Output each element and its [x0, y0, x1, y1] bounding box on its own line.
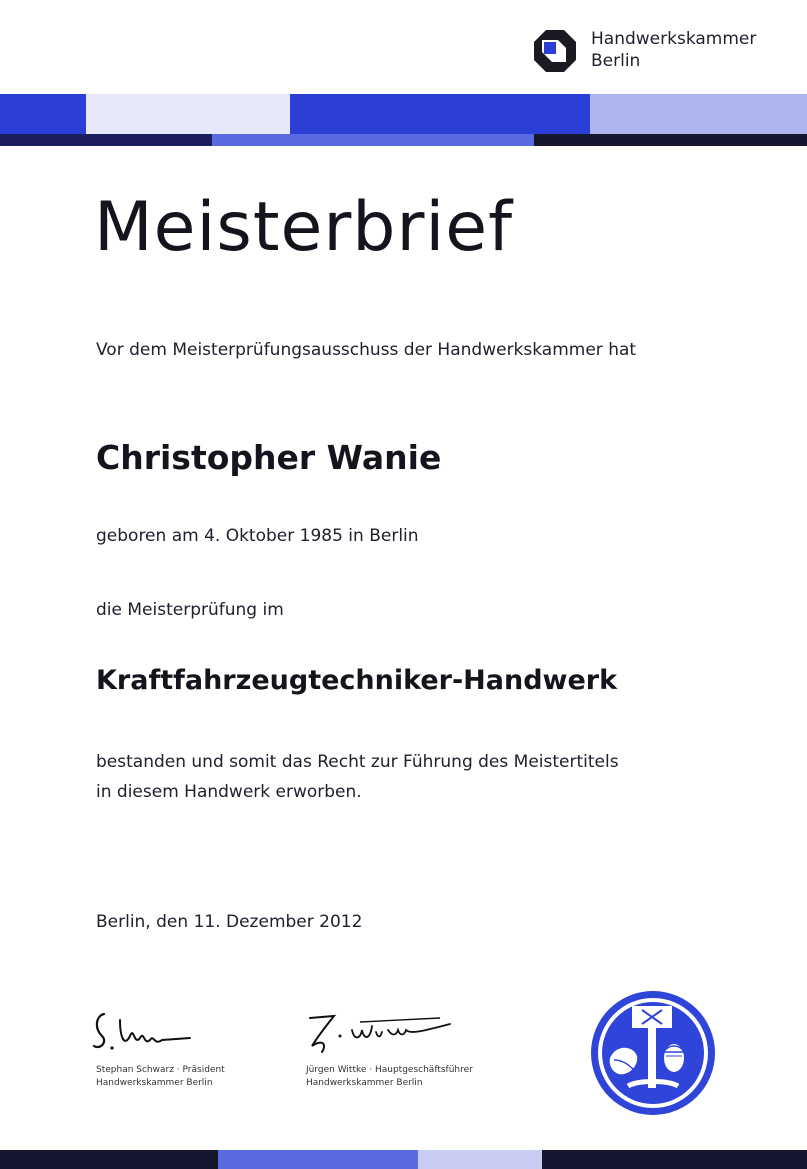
org-name-line2: Berlin: [591, 51, 641, 71]
passed-line-1: bestanden und somit das Recht zur Führung des Meistertitels: [96, 752, 619, 772]
exam-text: die Meisterprüfung im: [96, 600, 284, 620]
caption-director-org: Handwerkskammer Berlin: [306, 1078, 423, 1088]
bottom-color-band: [0, 1150, 807, 1169]
org-name-line1: Handwerkskammer: [591, 29, 757, 49]
signature-caption-director: [306, 1064, 473, 1090]
top-color-band: [0, 94, 807, 146]
signature-president: [90, 1006, 260, 1056]
document-title: Meisterbrief: [94, 188, 514, 267]
intro-text: Vor dem Meisterprüfungsausschuss der Handwerkskammer hat: [96, 340, 637, 360]
signature-managing-director: [300, 1006, 470, 1056]
hwk-cube-logo-icon: [534, 30, 576, 72]
caption-president-org: Handwerkskammer Berlin: [96, 1078, 213, 1088]
place-and-date: Berlin, den 11. Dezember 2012: [96, 912, 363, 932]
caption-president-name: Stephan Schwarz · Präsident: [96, 1065, 225, 1075]
craft-seal-hammer-oak-icon: [588, 988, 718, 1118]
recipient-name: Christopher Wanie: [96, 438, 442, 477]
organization-name: [591, 28, 756, 72]
trade-name: Kraftfahrzeugtechniker-Handwerk: [96, 665, 618, 696]
signature-caption-president: [96, 1064, 225, 1090]
passed-line-2: in diesem Handwerk erworben.: [96, 782, 362, 802]
caption-director-name: Jürgen Wittke · Hauptgeschäftsführer: [306, 1065, 473, 1075]
passed-text: [96, 747, 619, 807]
birth-info: geboren am 4. Oktober 1985 in Berlin: [96, 526, 419, 546]
